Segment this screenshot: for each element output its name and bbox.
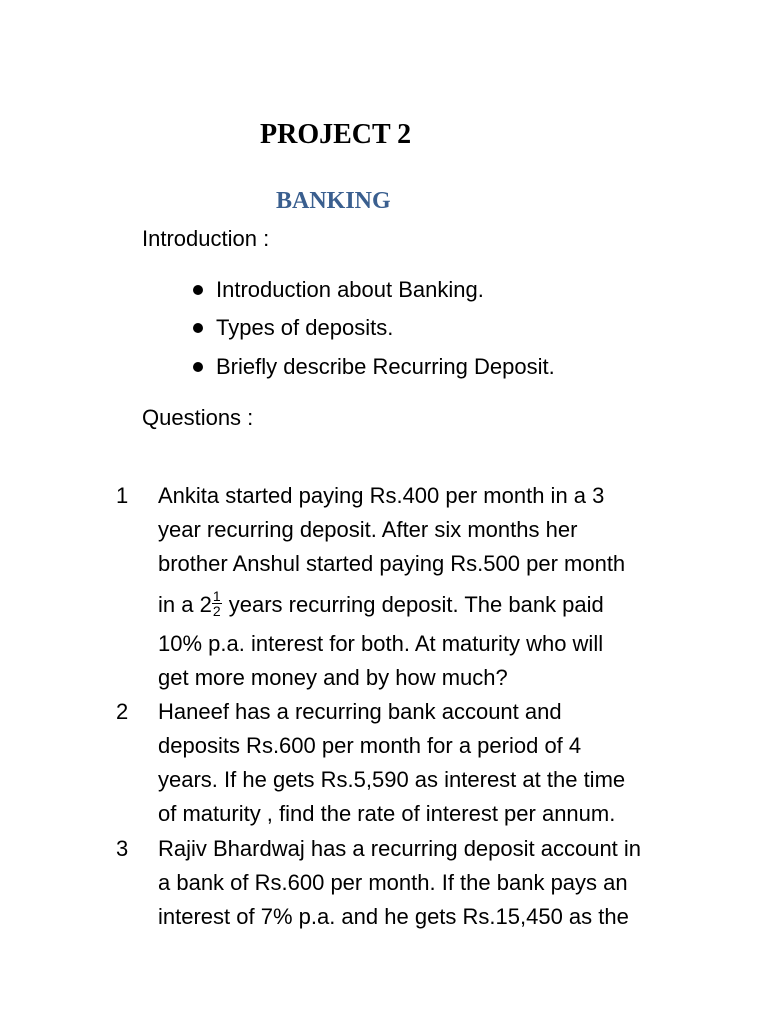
question-number: 1	[116, 483, 129, 508]
fraction	[212, 589, 222, 618]
fraction-denominator: 2	[212, 602, 221, 619]
subject-heading: BANKING	[276, 188, 391, 214]
question-line-with-fraction	[158, 587, 604, 620]
bullet-text: Briefly describe Recurring Deposit.	[216, 354, 555, 379]
bullet-text: Types of deposits.	[216, 315, 394, 340]
question-line: years. If he gets Rs.5,590 as interest at the time	[158, 767, 626, 792]
fraction-numerator: 1	[212, 587, 221, 604]
bullet-icon	[193, 323, 203, 333]
question-line: deposits Rs.600 per month for a period of 4	[158, 733, 582, 758]
question-line: brother Anshul started paying Rs.500 per month	[158, 551, 626, 576]
introduction-heading: Introduction :	[142, 226, 270, 251]
question-number: 2	[116, 699, 129, 724]
questions-heading: Questions :	[142, 405, 254, 430]
bullet-icon	[193, 362, 203, 372]
question-line: Rajiv Bhardwaj has a recurring deposit account in	[158, 836, 642, 861]
project-title: PROJECT 2	[260, 119, 412, 150]
question-line: Ankita started paying Rs.400 per month in a 3	[158, 483, 605, 508]
question-line: of maturity , find the rate of interest per annum.	[158, 801, 616, 826]
question-number: 3	[116, 836, 129, 861]
question-line-text: in a 2	[158, 592, 212, 617]
question-line: 10% p.a. interest for both. At maturity who will	[158, 631, 604, 656]
bullet-icon	[193, 285, 203, 295]
question-line: a bank of Rs.600 per month. If the bank pays an	[158, 870, 628, 895]
question-line: get more money and by how much?	[158, 665, 508, 690]
bullet-text: Introduction about Banking.	[216, 277, 484, 302]
question-line-text: years recurring deposit. The bank paid	[222, 592, 604, 617]
question-line: Haneef has a recurring bank account and	[158, 699, 562, 724]
question-line: interest of 7% p.a. and he gets Rs.15,450 as the	[158, 904, 629, 929]
question-line: year recurring deposit. After six months her	[158, 517, 578, 542]
